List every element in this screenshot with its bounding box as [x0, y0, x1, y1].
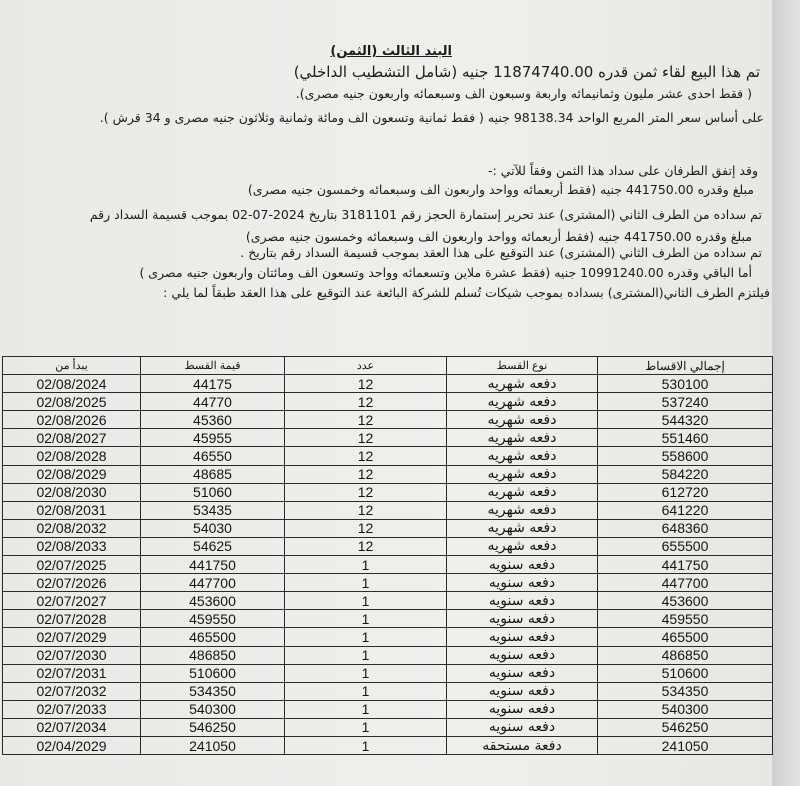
- cell-installment-value: 534350: [141, 682, 285, 700]
- table-row: [3, 628, 773, 646]
- cell-start-date: 02/07/2034: [3, 718, 141, 736]
- cell-installment-type: دفعه سنويه: [447, 646, 598, 664]
- cell-installment-value: 48685: [141, 465, 285, 483]
- page-edge: [772, 0, 800, 786]
- table-row: [3, 718, 773, 736]
- cell-start-date: 02/08/2024: [3, 375, 141, 393]
- header-total: إجمالي الاقساط: [598, 357, 773, 375]
- table-row: [3, 537, 773, 555]
- header-start-date: يبدأ من: [3, 357, 141, 375]
- cell-installment-value: 241050: [141, 736, 285, 754]
- cell-installment-value: 46550: [141, 447, 285, 465]
- table-row: [3, 483, 773, 501]
- cell-count: 12: [285, 483, 447, 501]
- cell-start-date: 02/07/2025: [3, 556, 141, 574]
- cell-start-date: 02/07/2033: [3, 700, 141, 718]
- cell-count: 1: [285, 646, 447, 664]
- cell-installment-type: دفعه سنويه: [447, 718, 598, 736]
- cell-count: 12: [285, 393, 447, 411]
- cell-start-date: 02/07/2026: [3, 574, 141, 592]
- cell-start-date: 02/04/2029: [3, 736, 141, 754]
- cell-count: 1: [285, 700, 447, 718]
- header-installment-value: قيمة القسط: [141, 357, 285, 375]
- cell-total: 453600: [598, 592, 773, 610]
- cell-start-date: 02/08/2025: [3, 393, 141, 411]
- remaining-amount-line: أما الباقي وقدره 10991240.00 جنيه (فقط عشرة ملاين وتسعمائه وواحد وتسعون الف ومائتان واربعون جنيه مصرى ): [139, 265, 752, 280]
- payment-terms-intro: وقد إتفق الطرفان على سداد هذا الثمن وفقاً للآتي :-: [488, 163, 758, 178]
- cell-total: 551460: [598, 429, 773, 447]
- cell-installment-type: دفعه شهريه: [447, 483, 598, 501]
- table-row: [3, 429, 773, 447]
- cell-installment-value: 447700: [141, 574, 285, 592]
- first-payment-line: مبلغ وقدره 441750.00 جنيه (فقط أربعمائه وواحد واربعون الف وسبعمائه وخمسون جنيه مصرى): [247, 182, 754, 197]
- table-row: [3, 501, 773, 519]
- cell-total: 465500: [598, 628, 773, 646]
- cell-start-date: 02/07/2030: [3, 646, 141, 664]
- cell-installment-type: دفعه سنويه: [447, 682, 598, 700]
- cell-total: 447700: [598, 574, 773, 592]
- cell-start-date: 02/07/2032: [3, 682, 141, 700]
- cell-installment-value: 486850: [141, 646, 285, 664]
- cell-total: 459550: [598, 610, 773, 628]
- cell-installment-type: دفعه سنويه: [447, 592, 598, 610]
- cell-count: 12: [285, 501, 447, 519]
- table-row: [3, 682, 773, 700]
- cell-installment-type: دفعه شهريه: [447, 537, 598, 555]
- table-row: [3, 646, 773, 664]
- price-line: تم هذا البيع لقاء ثمن قدره 11874740.00 جنيه (شامل التشطيب الداخلي): [293, 63, 760, 81]
- table-row: [3, 375, 773, 393]
- cell-installment-value: 459550: [141, 610, 285, 628]
- cell-installment-value: 51060: [141, 483, 285, 501]
- price-in-words: ( فقط احدى عشر مليون وثمانيمائه واربعة وسبعون الف وسبعمائه واربعون جنيه مصرى).: [295, 86, 752, 101]
- cell-installment-value: 510600: [141, 664, 285, 682]
- cheques-obligation-line: فيلتزم الطرف الثاني(المشترى) بسداده بموجب شيكات تُسلم للشركة البائعة عند التوقيع على هذا العقد طبقاً لما يلي :: [163, 285, 770, 300]
- cell-installment-value: 54625: [141, 537, 285, 555]
- table-row: [3, 556, 773, 574]
- cell-installment-type: دفعه سنويه: [447, 610, 598, 628]
- cell-start-date: 02/08/2026: [3, 411, 141, 429]
- cell-count: 1: [285, 682, 447, 700]
- cell-total: 441750: [598, 556, 773, 574]
- table-row: [3, 736, 773, 754]
- cell-count: 12: [285, 465, 447, 483]
- cell-start-date: 02/07/2027: [3, 592, 141, 610]
- cell-start-date: 02/08/2030: [3, 483, 141, 501]
- cell-count: 1: [285, 664, 447, 682]
- square-meter-price-line: على أساس سعر المتر المربع الواحد 98138.34 جنيه ( فقط ثمانية وتسعون الف ومائة وثمانية وثلاثون جنيه مصرى و 34 قرش ).: [99, 110, 764, 125]
- table-row: [3, 465, 773, 483]
- cell-start-date: 02/07/2031: [3, 664, 141, 682]
- cell-start-date: 02/08/2033: [3, 537, 141, 555]
- cell-installment-value: 546250: [141, 718, 285, 736]
- cell-count: 1: [285, 592, 447, 610]
- cell-installment-type: دفعه شهريه: [447, 447, 598, 465]
- cell-installment-value: 441750: [141, 556, 285, 574]
- table-row: [3, 664, 773, 682]
- second-payment-receipt-line: تم سداده من الطرف الثاني (المشترى) عند التوقيع على هذا العقد بموجب قسيمة السداد رقم بتاريخ .: [240, 245, 762, 260]
- cell-total: 544320: [598, 411, 773, 429]
- table-row: [3, 592, 773, 610]
- cell-total: 655500: [598, 537, 773, 555]
- cell-total: 486850: [598, 646, 773, 664]
- cell-installment-value: 45360: [141, 411, 285, 429]
- cell-count: 1: [285, 736, 447, 754]
- table-row: [3, 519, 773, 537]
- cell-total: 648360: [598, 519, 773, 537]
- cell-installment-value: 44175: [141, 375, 285, 393]
- table-row: [3, 700, 773, 718]
- header-count: عدد: [285, 357, 447, 375]
- cell-total: 534350: [598, 682, 773, 700]
- table-row: [3, 610, 773, 628]
- header-installment-type: نوع القسط: [447, 357, 598, 375]
- cell-count: 1: [285, 574, 447, 592]
- cell-total: 540300: [598, 700, 773, 718]
- cell-installment-value: 54030: [141, 519, 285, 537]
- cell-installment-type: دفعه شهريه: [447, 393, 598, 411]
- cell-installment-type: دفعه سنويه: [447, 556, 598, 574]
- cell-total: 546250: [598, 718, 773, 736]
- cell-count: 1: [285, 610, 447, 628]
- first-payment-receipt-line: تم سداده من الطرف الثاني (المشترى) عند تحرير إستمارة الحجز رقم 3181101 بتاريخ 2024-07-02 بموجب قسيمة السداد رقم: [89, 207, 762, 222]
- cell-count: 12: [285, 519, 447, 537]
- cell-count: 1: [285, 556, 447, 574]
- cell-count: 1: [285, 718, 447, 736]
- cell-count: 12: [285, 411, 447, 429]
- cell-installment-type: دفعه سنويه: [447, 628, 598, 646]
- cell-count: 1: [285, 628, 447, 646]
- clause-heading: البند الثالث (الثمن): [330, 44, 452, 59]
- cell-start-date: 02/08/2027: [3, 429, 141, 447]
- cell-installment-type: دفعه شهريه: [447, 519, 598, 537]
- cell-installment-type: دفعه شهريه: [447, 375, 598, 393]
- cell-installment-value: 44770: [141, 393, 285, 411]
- cell-start-date: 02/08/2031: [3, 501, 141, 519]
- cell-count: 12: [285, 537, 447, 555]
- cell-total: 584220: [598, 465, 773, 483]
- table-row: [3, 393, 773, 411]
- cell-count: 12: [285, 429, 447, 447]
- table-row: [3, 411, 773, 429]
- second-payment-line: مبلغ وقدره 441750.00 جنيه (فقط أربعمائه وواحد واربعون الف وسبعمائه وخمسون جنيه مصرى): [245, 229, 752, 244]
- cell-installment-type: دفعه شهريه: [447, 501, 598, 519]
- cell-installment-value: 465500: [141, 628, 285, 646]
- cell-installment-type: دفعه سنويه: [447, 700, 598, 718]
- cell-installment-value: 540300: [141, 700, 285, 718]
- cell-total: 641220: [598, 501, 773, 519]
- table-row: [3, 574, 773, 592]
- cell-total: 558600: [598, 447, 773, 465]
- cell-installment-value: 53435: [141, 501, 285, 519]
- cell-installment-type: دفعه سنويه: [447, 664, 598, 682]
- installments-table: [2, 356, 773, 755]
- cell-start-date: 02/07/2029: [3, 628, 141, 646]
- cell-installment-value: 45955: [141, 429, 285, 447]
- cell-total: 241050: [598, 736, 773, 754]
- cell-installment-type: دفعه شهريه: [447, 411, 598, 429]
- cell-start-date: 02/07/2028: [3, 610, 141, 628]
- cell-installment-type: دفعه سنويه: [447, 574, 598, 592]
- cell-total: 537240: [598, 393, 773, 411]
- cell-installment-type: دفعة مستحقه: [447, 736, 598, 754]
- cell-installment-type: دفعه شهريه: [447, 429, 598, 447]
- cell-start-date: 02/08/2028: [3, 447, 141, 465]
- cell-start-date: 02/08/2029: [3, 465, 141, 483]
- cell-installment-type: دفعه شهريه: [447, 465, 598, 483]
- cell-total: 530100: [598, 375, 773, 393]
- table-row: [3, 447, 773, 465]
- cell-total: 612720: [598, 483, 773, 501]
- table-header-row: [3, 357, 773, 375]
- cell-start-date: 02/08/2032: [3, 519, 141, 537]
- cell-installment-value: 453600: [141, 592, 285, 610]
- cell-count: 12: [285, 447, 447, 465]
- cell-count: 12: [285, 375, 447, 393]
- cell-total: 510600: [598, 664, 773, 682]
